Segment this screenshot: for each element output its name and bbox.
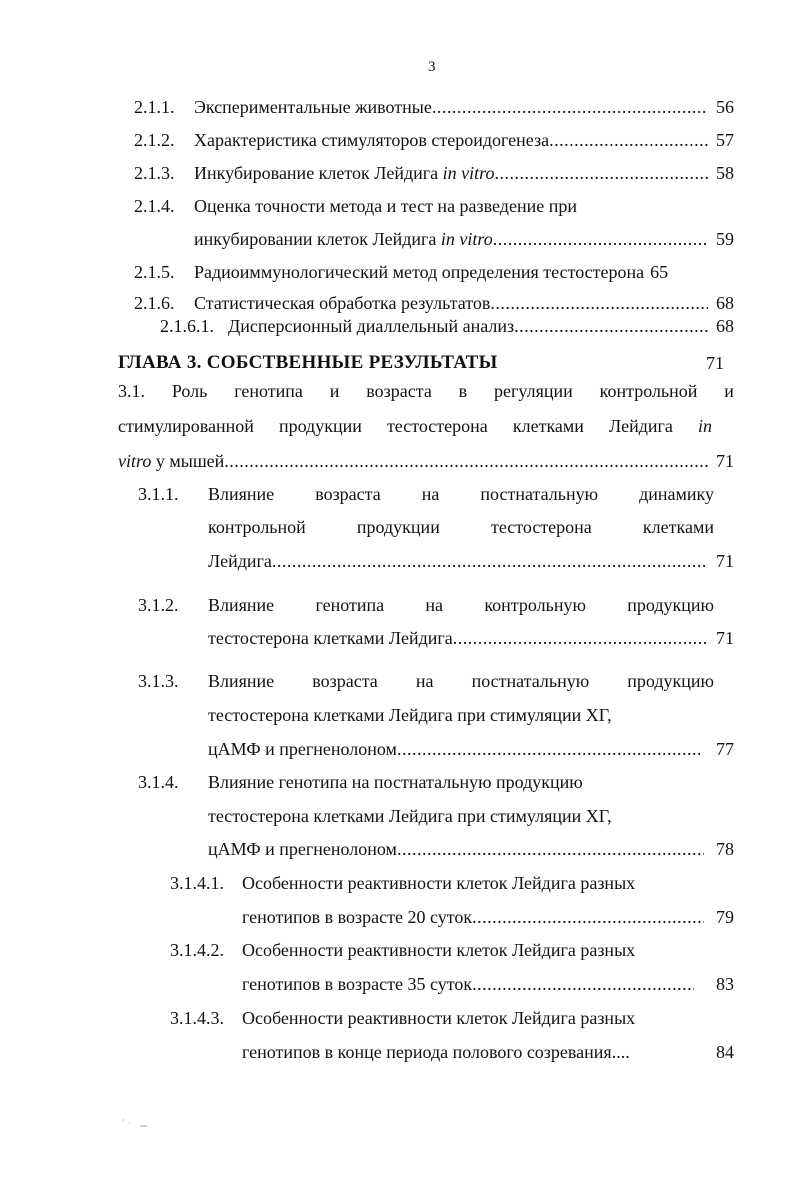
toc-leader [453, 627, 708, 649]
toc-title-2-1-4-line1: Оценка точности метода и тест на разведение при [194, 196, 577, 216]
toc-3-1-1-line2: контрольной продукции тестостерона клетками [208, 517, 714, 537]
section-3-1-line3[interactable] [118, 450, 734, 472]
toc-num-2-1-1: 2.1.1. [134, 97, 175, 117]
toc-title: генотипов в возрасте 35 суток [242, 974, 473, 994]
section-3-1-line2: стимулированной продукции тестостерона клетками Лейдига in [118, 416, 712, 436]
toc-page: 71 [716, 551, 734, 571]
toc-page: 59 [716, 229, 734, 249]
toc-entry-2-1-5[interactable] [194, 261, 734, 283]
section-3-1-line1[interactable]: 3.1. Роль генотипа и возраста в регуляции контрольной и [118, 381, 734, 401]
toc-title: Экспериментальные животные [194, 97, 432, 117]
toc-entry-2-1-6[interactable] [194, 292, 734, 314]
toc-page: 57 [716, 130, 734, 150]
toc-page: 56 [716, 97, 734, 117]
toc-num-3-1-4-2: 3.1.4.2. [170, 940, 224, 960]
toc-leader [490, 292, 708, 314]
toc-page: 84 [716, 1042, 734, 1062]
toc-page: 71 [716, 628, 734, 648]
toc-leader [397, 738, 700, 760]
toc-title: тестостерона клетками Лейдига [208, 628, 453, 648]
toc-num-2-1-6: 2.1.6. [134, 293, 175, 313]
toc-leader [397, 838, 704, 860]
toc-num-3-1-1: 3.1.1. [138, 484, 179, 504]
toc-3-1-2-line2[interactable] [208, 627, 734, 649]
toc-3-1-4-1-line1: Особенности реактивности клеток Лейдига разных [242, 873, 636, 893]
toc-entry-2-1-2[interactable] [194, 129, 734, 151]
toc-num-2-1-3: 2.1.3. [134, 163, 175, 183]
toc-num-2-1-4: 2.1.4. [134, 196, 175, 216]
toc-title: инкубировании клеток Лейдига in vitro [194, 229, 493, 249]
chapter-title[interactable]: ГЛАВА 3. СОБСТВЕННЫЕ РЕЗУЛЬТАТЫ [118, 352, 498, 373]
toc-entry-2-1-1[interactable] [194, 96, 734, 118]
toc-title: Статистическая обработка результатов [194, 293, 491, 313]
toc-3-1-4-1-line2[interactable] [242, 906, 734, 928]
toc-num-2-1-6-1: 2.1.6.1. [160, 316, 214, 336]
toc-leader [549, 129, 708, 151]
toc-num-2-1-5: 2.1.5. [134, 262, 175, 282]
toc-title: Характеристика стимуляторов стероидогенеза [194, 130, 550, 150]
toc-leader [472, 906, 704, 928]
toc-num-3-1-3: 3.1.3. [138, 671, 179, 691]
toc-title: генотипов в конце периода полового созревания.... [242, 1042, 630, 1062]
toc-page: 68 [716, 293, 734, 313]
toc-entry-2-1-6-1[interactable] [228, 315, 734, 337]
toc-num-3-1-4-1: 3.1.4.1. [170, 873, 224, 893]
toc-num-3-1-4-3: 3.1.4.3. [170, 1008, 224, 1028]
toc-num-2-1-2: 2.1.2. [134, 130, 175, 150]
toc-page: 77 [716, 739, 734, 759]
toc-3-1-4-2-line1: Особенности реактивности клеток Лейдига разных [242, 940, 636, 960]
toc-title: цАМФ и прегненолоном [208, 739, 397, 759]
toc-page: 78 [716, 839, 734, 859]
toc-page: 65 [650, 262, 669, 282]
toc-title: генотипов в возрасте 20 суток [242, 907, 473, 927]
toc-page: 79 [716, 907, 734, 927]
toc-3-1-1-line1[interactable]: Влияние возраста на постнатальную динамику [208, 484, 714, 504]
toc-leader [514, 315, 708, 337]
toc-3-1-1-line3[interactable] [208, 550, 734, 572]
toc-3-1-4-line2: тестостерона клетками Лейдига при стимуляции ХГ, [208, 806, 612, 826]
toc-title: Радиоиммунологический метод определения тестостерона [194, 262, 645, 282]
toc-3-1-4-line3[interactable] [208, 838, 734, 860]
toc-leader [432, 96, 708, 118]
toc-3-1-3-line1[interactable]: Влияние возраста на постнатальную продукцию [208, 671, 714, 691]
toc-page: 83 [716, 974, 734, 994]
toc-entry-2-1-4[interactable] [194, 228, 734, 250]
toc-leader [472, 973, 694, 995]
toc-3-1-4-line1: Влияние генотипа на постнатальную продукцию [208, 772, 583, 792]
toc-3-1-4-3-line1: Особенности реактивности клеток Лейдига разных [242, 1008, 636, 1028]
toc-leader [272, 550, 708, 572]
toc-3-1-4-3-line2[interactable] [242, 1041, 734, 1063]
toc-3-1-2-line1[interactable]: Влияние генотипа на контрольную продукцию [208, 595, 714, 615]
toc-num-3-1-2: 3.1.2. [138, 595, 179, 615]
toc-3-1-3-line2: тестостерона клетками Лейдига при стимуляции ХГ, [208, 705, 612, 725]
toc-title: Инкубирование клеток Лейдига in vitro [194, 163, 495, 183]
toc-num-3-1-4: 3.1.4. [138, 772, 179, 792]
toc-leader [495, 162, 709, 184]
toc-leader [493, 228, 708, 250]
toc-3-1-3-line3[interactable] [208, 738, 734, 760]
toc-leader [224, 450, 708, 472]
toc-title: Лейдига [208, 551, 272, 571]
toc-page: 71 [716, 451, 734, 471]
toc-entry-2-1-3[interactable] [194, 162, 734, 184]
page-number: 3 [428, 59, 436, 75]
toc-page: 68 [716, 316, 734, 336]
chapter-page: 71 [706, 353, 724, 373]
toc-3-1-4-2-line2[interactable] [242, 973, 734, 995]
scan-smudge-mark [120, 1118, 152, 1128]
toc-title: цАМФ и прегненолоном [208, 839, 397, 859]
toc-title: Дисперсионный диаллельный анализ [228, 316, 515, 336]
toc-title: vitro у мышей [118, 451, 225, 471]
toc-page: 58 [716, 163, 734, 183]
